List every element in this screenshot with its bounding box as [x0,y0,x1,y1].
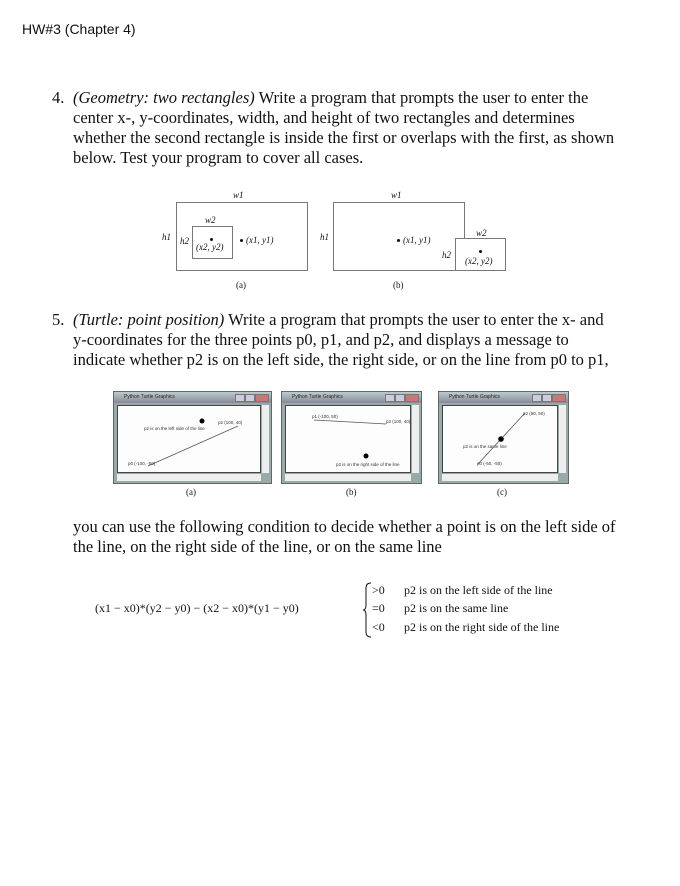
center-1-dot [240,239,243,242]
point-p1 [200,419,205,424]
turtle-window-a [113,391,272,484]
case-meaning: p2 is on the same line [404,601,509,615]
rect-1-b [333,202,465,271]
horizontal-scrollbar[interactable] [442,474,558,481]
minimize-button[interactable] [385,394,395,402]
label-c1: (x1, y1) [246,235,274,245]
point-label: p1 (-100, 50) [312,414,338,419]
problem-4-title: (Geometry: two rectangles) [73,88,255,107]
brace [362,582,372,638]
problem-5-text [73,310,609,370]
point-p2 [364,454,369,459]
point-label: p2 (50, 50) [523,411,545,416]
label-h1: h1 [320,232,329,242]
result-message: p2 is on the same line [463,444,507,449]
problem-5-number: 5. [52,310,65,329]
point-label: p2 (100, 40) [218,420,243,425]
text-line: the line, on the right side of the line, or on the same line [73,537,442,556]
center-1-dot [397,239,400,242]
text-line: whether the second rectangle is inside the first or overlaps with the first, as shown [73,128,615,147]
page-header: HW#3 (Chapter 4) [22,21,136,37]
close-button[interactable] [552,394,566,402]
problem-4-number: 4. [52,88,65,107]
text-line: y-coordinates for the three points p0, p1, and p2, and displays a message to [73,330,569,349]
horizontal-scrollbar[interactable] [285,474,411,481]
turtle-canvas [442,405,558,473]
result-message: p2 is on the left side of the line [144,426,205,431]
label-w1: w1 [391,190,402,200]
caption-b: (b) [393,280,404,290]
center-2-dot [210,238,213,241]
vertical-scrollbar[interactable] [412,405,419,473]
close-button[interactable] [405,394,419,402]
case-meaning: p2 is on the right side of the line [404,620,560,634]
maximize-button[interactable] [395,394,405,402]
case-sign: =0 [372,601,385,615]
window-title: Python Turtle Graphics [439,392,568,403]
vertical-scrollbar[interactable] [262,405,269,473]
close-button[interactable] [255,394,269,402]
label-w1: w1 [233,190,244,200]
caption-c: (c) [497,487,507,497]
label-c2: (x2, y2) [196,242,224,252]
text-line: below. Test your program to cover all cases. [73,148,364,167]
turtle-canvas [285,405,411,473]
point-label: p0 (-50, -50) [477,461,502,466]
case-meaning: p2 is on the left side of the line [404,583,553,597]
label-h2: h2 [180,236,189,246]
result-message: p2 is on the right side of the line [336,462,400,467]
label-w2: w2 [205,215,216,225]
case-sign: <0 [372,620,385,634]
text-line: center x-, y-coordinates, width, and height of two rectangles and determines [73,108,575,127]
problem-5-title: (Turtle: point position) [73,310,225,329]
minimize-button[interactable] [235,394,245,402]
rect-2-b [455,238,506,271]
case-sign: >0 [372,583,385,597]
horizontal-scrollbar[interactable] [117,474,261,481]
text-line: indicate whether p2 is on the left side, the right side, or on the line from p0 to p1, [73,350,609,369]
caption-b: (b) [346,487,357,497]
label-c2: (x2, y2) [465,256,493,266]
maximize-button[interactable] [245,394,255,402]
condition-expression: (x1 − x0)*(y2 − y0) − (x2 − x0)*(y1 − y0) [95,601,299,615]
point-p2 [498,436,504,442]
turtle-canvas [117,405,261,473]
window-title: Python Turtle Graphics [114,392,271,403]
window-title: Python Turtle Graphics [282,392,421,403]
turtle-window-c [438,391,569,484]
label-h2: h2 [442,250,451,260]
turtle-window-b [281,391,422,484]
vertical-scrollbar[interactable] [559,405,566,473]
label-w2: w2 [476,228,487,238]
caption-a: (a) [186,487,196,497]
label-c1: (x1, y1) [403,235,431,245]
point-label: p2 (100, 40) [386,419,411,424]
maximize-button[interactable] [542,394,552,402]
label-h1: h1 [162,232,171,242]
minimize-button[interactable] [532,394,542,402]
caption-a: (a) [236,280,246,290]
text-line: Write a program that prompts the user to enter the x- and [224,310,604,329]
text-line: Write a program that prompts the user to enter the [254,88,589,107]
point-label: p0 (-100, -50) [128,461,156,466]
text-line: you can use the following condition to decide whether a point is on the left side of [73,517,616,536]
problem-4-text [73,88,614,168]
condition-paragraph [73,517,616,557]
center-2-dot [479,250,482,253]
